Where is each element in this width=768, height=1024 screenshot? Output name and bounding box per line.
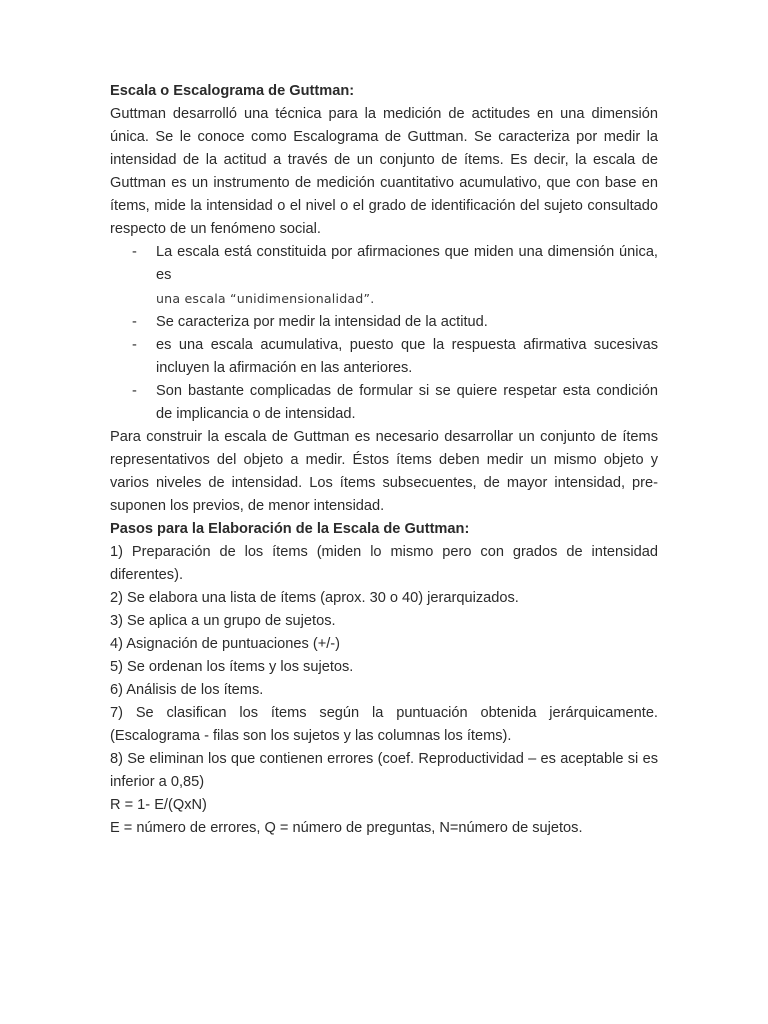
construction-paragraph: Para construir la escala de Guttman es necesario desarrollar un conjunto de ítems representativos del objeto a medir. Éstos ítems deben medir un mismo objeto y varios niveles de intensidad. Los ítems subsecuentes, de mayor intensidad, pre-suponen los previos, de menor intensidad. <box>110 429 658 514</box>
step-item: 7) Se clasifican los ítems según la puntuación obtenida jerárquicamente. (Escalograma - filas son los sujetos y las columnas los ítems). <box>110 705 658 744</box>
document-title: Escala o Escalograma de Guttman: <box>110 83 355 99</box>
document-page <box>110 80 658 840</box>
steps-heading: Pasos para la Elaboración de la Escala de Guttman: <box>110 521 470 537</box>
step-item: 8) Se eliminan los que contienen errores (coef. Reproductividad – es aceptable si es inferior a 0,85) <box>110 751 658 790</box>
list-item <box>110 334 658 380</box>
step-item: 3) Se aplica a un grupo de sujetos. <box>110 613 336 629</box>
list-item-text: La escala está constituida por afirmaciones que miden una dimensión única, es <box>156 244 658 283</box>
bullet-dash: - <box>132 314 137 330</box>
step-item: 4) Asignación de puntuaciones (+/-) <box>110 636 340 652</box>
bullet-dash: - <box>132 337 137 353</box>
list-item <box>110 311 658 334</box>
characteristics-list <box>110 241 658 426</box>
intro-paragraph: Guttman desarrolló una técnica para la medición de actitudes en una dimensión única. Se le conoce como Escalograma de Guttman. Se caracteriza por medir la intensidad de la actitud a través de un conjunto de ítems. Es decir, la escala de Guttman es un instrumento de medición cuantitativo acumulativo, que con base en ítems, mide la intensidad o el nivel o el grado de identificación del sujeto consultado respecto de un fenómeno social. <box>110 106 658 237</box>
list-item <box>110 241 658 311</box>
step-item: 5) Se ordenan los ítems y los sujetos. <box>110 659 354 675</box>
bullet-dash: - <box>132 383 137 399</box>
list-item-text-continuation: una escala “unidimensionalidad”. <box>156 291 375 306</box>
step-item: 2) Se elabora una lista de ítems (aprox. 30 o 40) jerarquizados. <box>110 590 519 606</box>
list-item-text: Se caracteriza por medir la intensidad de la actitud. <box>156 314 488 330</box>
step-item: 6) Análisis de los ítems. <box>110 682 264 698</box>
list-item-text: es una escala acumulativa, puesto que la respuesta afirmativa sucesivas incluyen la afirmación en las anteriores. <box>156 337 658 376</box>
formula-legend: E = número de errores, Q = número de preguntas, N=número de sujetos. <box>110 820 583 836</box>
formula: R = 1- E/(QxN) <box>110 797 207 813</box>
steps-list <box>110 541 658 794</box>
list-item-text: Son bastante complicadas de formular si se quiere respetar esta condición de implicancia o de intensidad. <box>156 383 658 422</box>
bullet-dash: - <box>132 244 137 260</box>
list-item <box>110 380 658 426</box>
step-item: 1) Preparación de los ítems (miden lo mismo pero con grados de intensidad diferentes). <box>110 544 658 583</box>
